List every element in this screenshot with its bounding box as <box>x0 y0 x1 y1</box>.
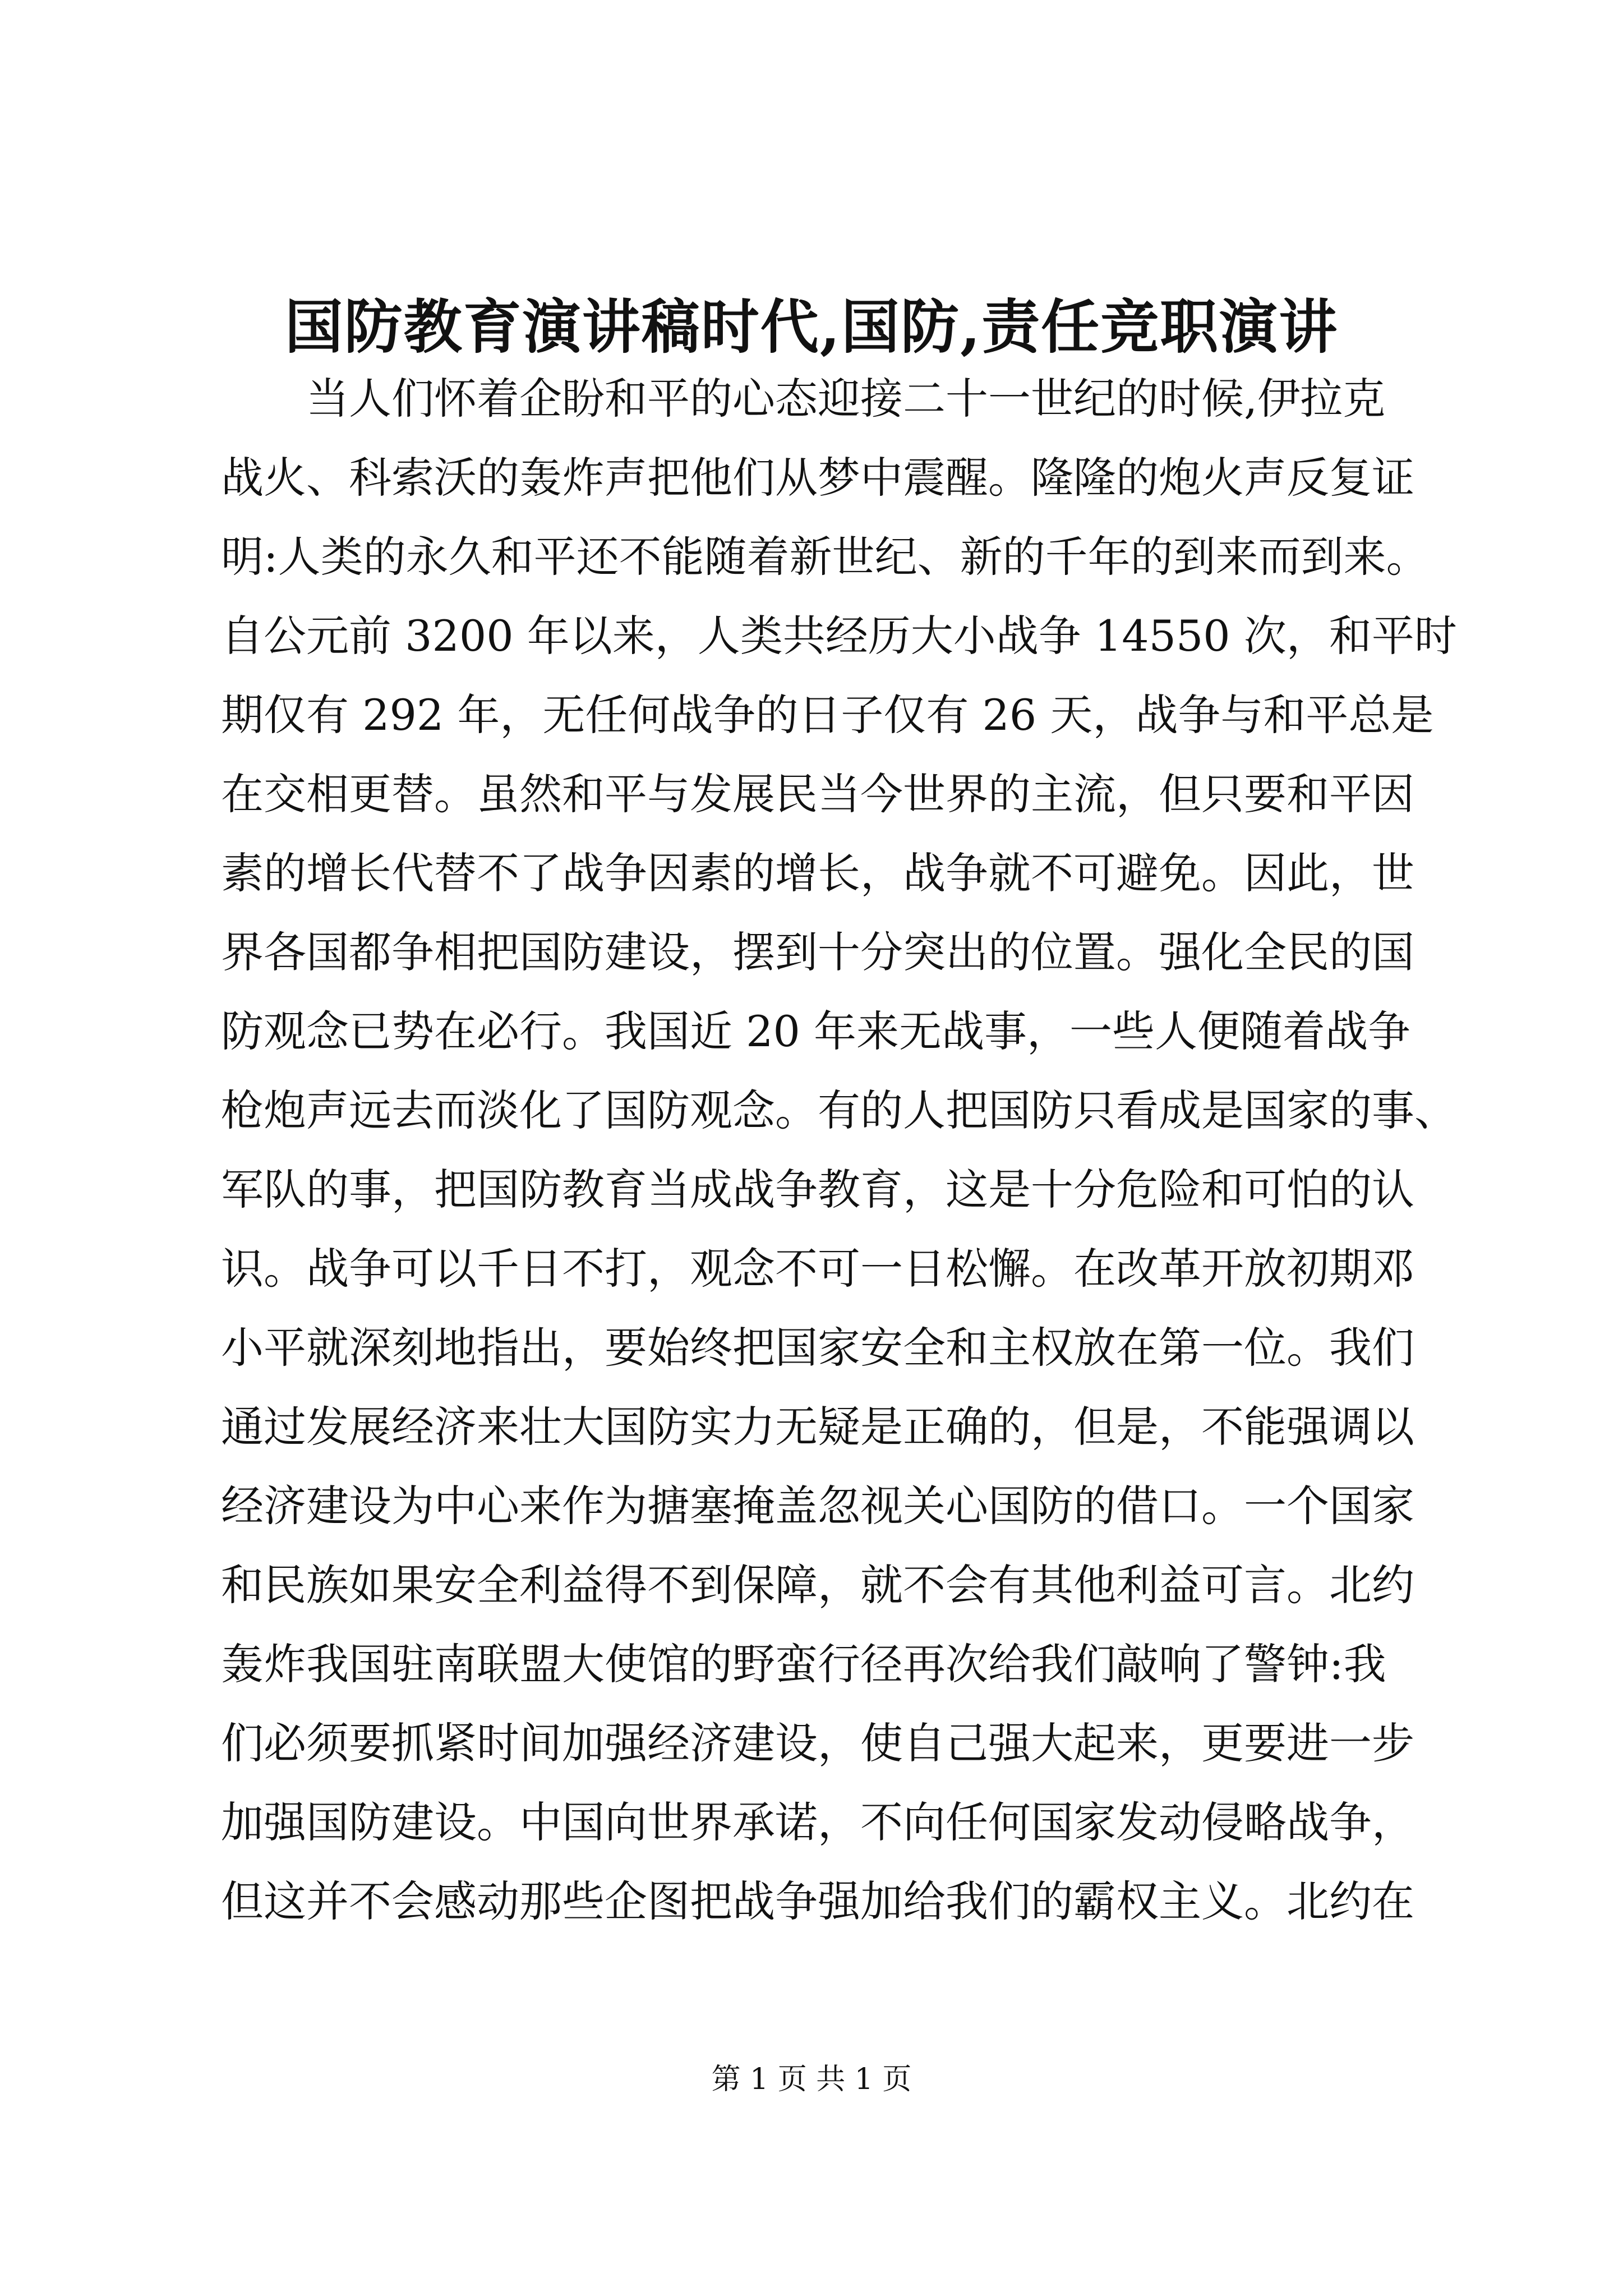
document-body <box>221 359 1457 1941</box>
document-title: 国防教育演讲稿时代,国防,责任竞职演讲 <box>284 292 1339 361</box>
body-line: 通过发展经济来壮大国防实力无疑是正确的，但是，不能强调以 <box>221 1402 1414 1452</box>
body-line: 但这并不会感动那些企图把战争强加给我们的霸权主义。北约在 <box>221 1876 1414 1926</box>
body-line: 自公元前 3200 年以来，人类共经历大小战争 14550 次，和平时 <box>221 611 1457 661</box>
body-line: 枪炮声远去而淡化了国防观念。有的人把国防只看成是国家的事、 <box>221 1085 1457 1135</box>
body-line: 轰炸我国驻南联盟大使馆的野蛮行径再次给我们敲响了警钟:我 <box>221 1639 1386 1689</box>
body-line: 经济建设为中心来作为搪塞掩盖忽视关心国防的借口。一个国家 <box>221 1481 1414 1531</box>
body-line: 战火、科索沃的轰炸声把他们从梦中震醒。隆隆的炮火声反复证 <box>221 453 1414 503</box>
body-line: 防观念已势在必行。我国近 20 年来无战事，一些人便随着战争 <box>221 1006 1411 1056</box>
body-line: 明:人类的永久和平还不能随着新世纪、新的千年的到来而到来。 <box>221 532 1429 582</box>
body-line: 在交相更替。虽然和平与发展民当今世界的主流，但只要和平因 <box>221 769 1414 819</box>
page-number: 第 1 页 共 1 页 <box>711 2063 912 2096</box>
body-line: 期仅有 292 年，无任何战争的日子仅有 26 天，战争与和平总是 <box>221 690 1434 740</box>
body-line: 小平就深刻地指出，要始终把国家安全和主权放在第一位。我们 <box>221 1323 1414 1373</box>
body-line: 识。战争可以千日不打，观念不可一日松懈。在改革开放初期邓 <box>221 1244 1414 1294</box>
body-line: 们必须要抓紧时间加强经济建设，使自己强大起来，更要进一步 <box>221 1718 1414 1768</box>
body-line: 素的增长代替不了战争因素的增长，战争就不可避免。因此，世 <box>221 848 1414 898</box>
body-line: 军队的事，把国防教育当成战争教育，这是十分危险和可怕的认 <box>221 1165 1414 1214</box>
body-line: 界各国都争相把国防建设，摆到十分突出的位置。强化全民的国 <box>221 927 1414 977</box>
body-line: 加强国防建设。中国向世界承诺，不向任何国家发动侵略战争， <box>221 1797 1414 1847</box>
body-line: 当人们怀着企盼和平的心态迎接二十一世纪的时候,伊拉克 <box>306 374 1386 424</box>
body-line: 和民族如果安全利益得不到保障，就不会有其他利益可言。北约 <box>221 1560 1414 1610</box>
